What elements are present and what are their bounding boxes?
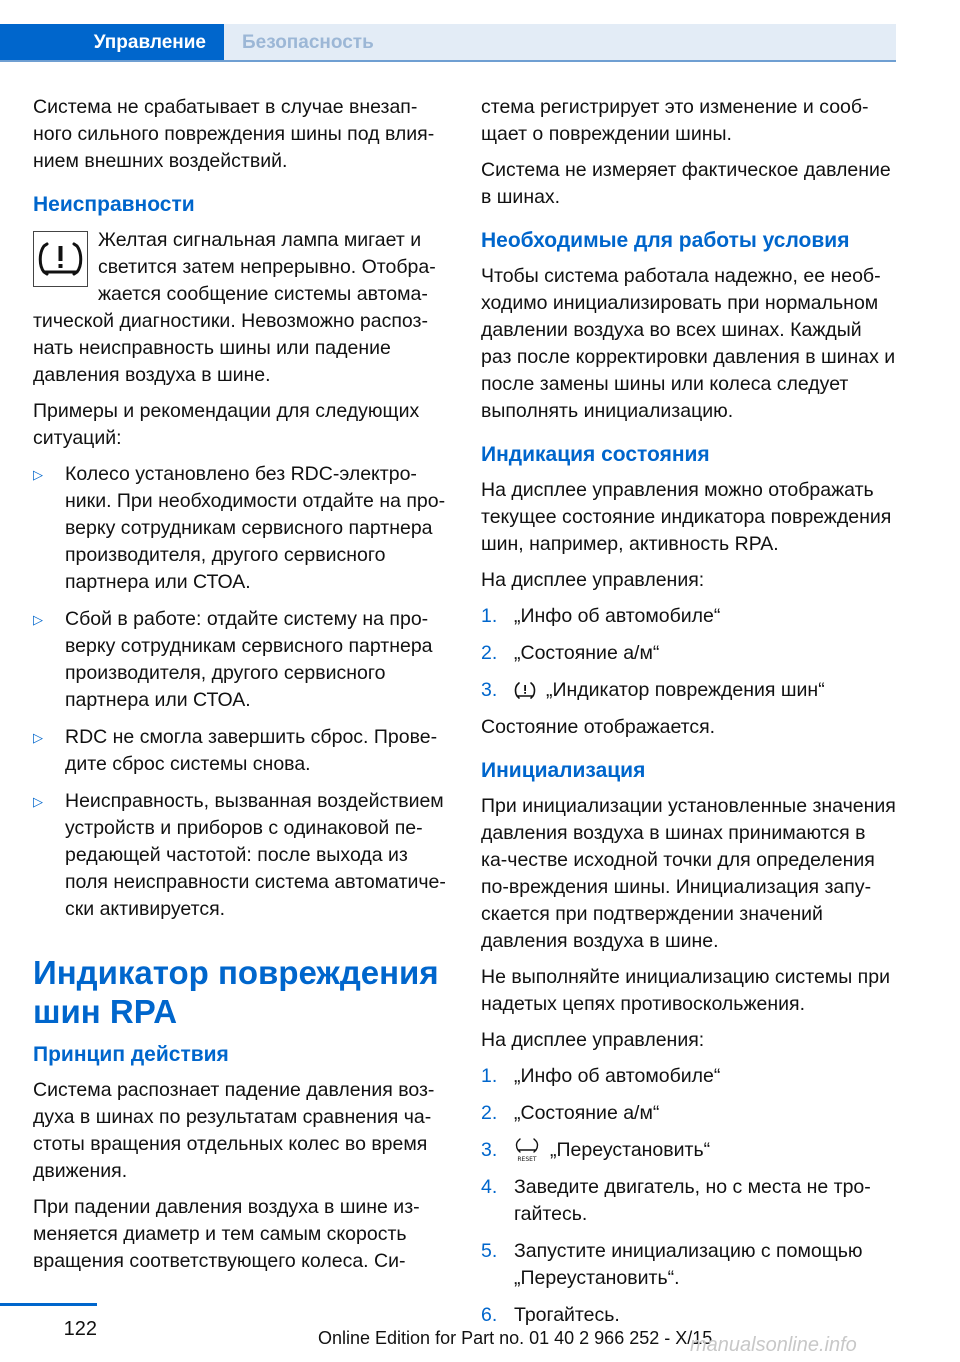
tab-safety[interactable] xyxy=(224,24,896,61)
list-item-text: Сбой в работе: отдайте систему на про-верку сотрудникам сервисного партнера производителя, другого сервисного партнера или СТОА. xyxy=(65,608,433,711)
left-column xyxy=(33,94,448,1284)
step-number: 1. xyxy=(481,605,498,627)
page-number: 122 xyxy=(63,1318,97,1340)
status-display-label: На дисплее управления: xyxy=(481,569,705,591)
step-number: 3. xyxy=(481,1139,498,1161)
faults-text: Желтая сигнальная лампа мигает и светится затем непрерывно. Отобра-жается сообщение системы автома-тической диагностики. Невозможно распоз-нать неисправность шины или падение давления воздуха в шине. xyxy=(33,229,436,386)
list-item xyxy=(481,1302,896,1329)
requirements-text: Чтобы система работала надежно, ее необ-ходимо инициализировать при нормальном давлении воздуха во всех шинах. Каждый раз после корректировки давления в шинах и после замены шины или колеса следует выполнять инициализацию. xyxy=(481,265,896,422)
step-number: 1. xyxy=(481,1065,498,1087)
step-text: Запустите инициализацию с помощью „Переустановить“. xyxy=(514,1240,863,1289)
rpa-heading: Индикатор повреждения шин RPA xyxy=(33,954,439,1030)
list-item xyxy=(33,606,448,714)
list-item xyxy=(481,677,896,704)
step-text: „Индикатор повреждения шин“ xyxy=(546,679,825,701)
principle-paragraph-2: При падении давления воздуха в шине из-меняется диаметр и тем самым скорость вращения соответствующего колеса. Си- xyxy=(33,1196,420,1272)
intro-paragraph: Система не срабатывает в случае внезап-ного сильного повреждения шины под влия-нием внешних воздействий. xyxy=(33,96,435,172)
list-item xyxy=(481,1063,896,1090)
tire-warning-icon xyxy=(514,681,536,701)
status-text: На дисплее управления можно отображать текущее состояние индикатора повреждения шин, например, активность RPA. xyxy=(481,479,892,555)
step-number: 5. xyxy=(481,1240,498,1262)
status-result: Состояние отображается. xyxy=(481,716,716,738)
list-item-text: Колесо установлено без RDC-электро-ники. При необходимости отдайте на про-верку сотрудникам сервисного партнера производителя, другого сервисного партнера или СТОА. xyxy=(65,463,446,593)
step-text: „Состояние а/м“ xyxy=(514,642,660,664)
no-measure-paragraph: Система не измеряет фактическое давление в шинах. xyxy=(481,159,891,208)
list-item xyxy=(33,724,448,778)
bullet-triangle-icon: ▷ xyxy=(33,467,43,482)
step-number: 6. xyxy=(481,1304,498,1326)
bullet-triangle-icon: ▷ xyxy=(33,730,43,745)
list-item-text: Неисправность, вызванная воздействием устройств и приборов с одинаковой пе-редающей частотой: после выхода из поля неисправности система автоматиче-ски активируется. xyxy=(65,790,446,920)
list-item xyxy=(481,1174,896,1228)
step-text: „Инфо об автомобиле“ xyxy=(514,1065,721,1087)
init-paragraph-1: При инициализации установленные значения давления воздуха в шинах принимаются в ка-честве исходной точки для определения по-вреждения шины. Инициализация запу-скается при подтверждении значений давления воздуха в шине. xyxy=(481,795,896,952)
list-item-text: RDC не смогла завершить сброс. Прове-дите сброс системы снова. xyxy=(65,726,438,775)
tire-pressure-warning-icon xyxy=(33,231,88,287)
bullet-triangle-icon: ▷ xyxy=(33,612,43,627)
requirements-heading: Необходимые для работы условия xyxy=(481,229,850,252)
footer-rule xyxy=(0,1303,97,1306)
faults-heading: Неисправности xyxy=(33,193,195,216)
reset-icon-label: RESET xyxy=(517,1155,537,1163)
right-column xyxy=(481,94,896,1339)
header-rule xyxy=(0,60,896,62)
tab-controls-label: Управление xyxy=(93,31,206,53)
continued-paragraph: стема регистрирует это изменение и сооб-щает о повреждении шины. xyxy=(481,96,869,145)
examples-list xyxy=(33,461,448,923)
bullet-triangle-icon: ▷ xyxy=(33,794,43,809)
list-item xyxy=(481,640,896,667)
status-steps xyxy=(481,603,896,704)
principle-heading: Принцип действия xyxy=(33,1043,229,1066)
step-number: 3. xyxy=(481,679,498,701)
list-item xyxy=(33,461,448,596)
step-number: 4. xyxy=(481,1176,498,1198)
list-item xyxy=(481,1238,896,1292)
step-text: Заведите двигатель, но с места не тро-гайтесь. xyxy=(514,1176,871,1225)
step-text: „Состояние а/м“ xyxy=(514,1102,660,1124)
init-heading: Инициализация xyxy=(481,759,646,782)
list-item xyxy=(481,1137,896,1164)
edition-text: Online Edition for Part no. 01 40 2 966 252 - X/15 xyxy=(318,1328,713,1348)
tire-reset-icon xyxy=(514,1138,540,1164)
faults-block xyxy=(33,227,448,389)
init-steps xyxy=(481,1063,896,1329)
list-item xyxy=(481,1100,896,1127)
list-item xyxy=(481,603,896,630)
list-item xyxy=(33,788,448,923)
step-text: „Переустановить“ xyxy=(550,1139,711,1161)
init-display-label: На дисплее управления: xyxy=(481,1029,705,1051)
tab-controls[interactable] xyxy=(0,24,224,61)
watermark-text: manualsonline.info xyxy=(690,1334,857,1356)
step-number: 2. xyxy=(481,642,498,664)
init-paragraph-2: Не выполняйте инициализацию системы при надетых цепях противоскольжения. xyxy=(481,966,890,1015)
step-text: „Инфо об автомобиле“ xyxy=(514,605,721,627)
step-text: Трогайтесь. xyxy=(514,1304,620,1326)
examples-intro: Примеры и рекомендации для следующих ситуаций: xyxy=(33,400,420,449)
status-heading: Индикация состояния xyxy=(481,443,710,466)
step-number: 2. xyxy=(481,1102,498,1124)
principle-paragraph-1: Система распознает падение давления воз-духа в шинах по результатам сравнения ча-стоты вращения отдельных колес во время движения. xyxy=(33,1079,435,1182)
tab-safety-label: Безопасность xyxy=(242,31,374,53)
header-bar xyxy=(0,0,960,62)
